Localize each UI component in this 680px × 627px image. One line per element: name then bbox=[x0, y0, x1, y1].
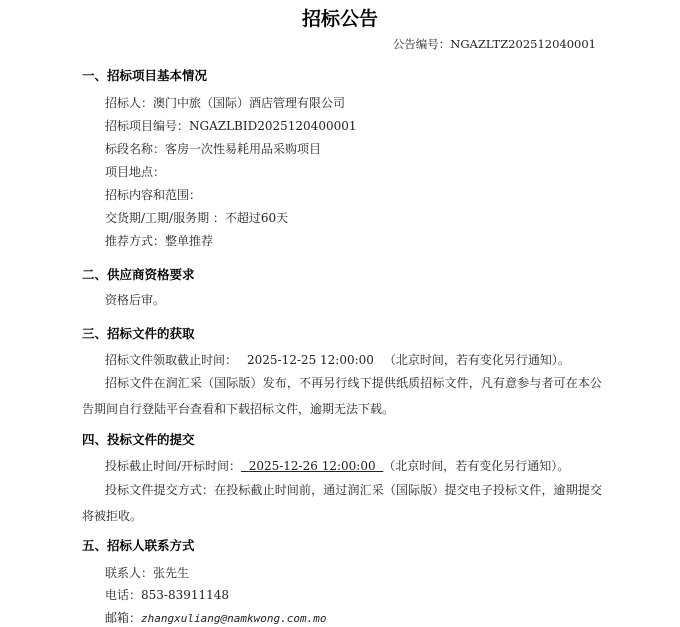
notice-number: 公告编号：NGAZLTZ202512040001 bbox=[392, 37, 596, 51]
doc-deadline-label: 招标文件领取截止时间： bbox=[105, 353, 238, 367]
lot-name-line: 标段名称：客房一次性易耗用品采购项目 bbox=[105, 142, 322, 156]
email-link[interactable]: zhangxuliang@namkwong.com.mo bbox=[141, 612, 327, 625]
bid-deadline-label: 投标截止时间/开标时间： bbox=[105, 459, 242, 473]
project-number-line: 招标项目编号：NGAZLBID2025120400001 bbox=[105, 119, 357, 133]
recommend-line: 推荐方式：整单推荐 bbox=[105, 234, 214, 248]
bid-deadline-line bbox=[105, 460, 569, 472]
doc-deadline-value: 2025-12-25 12:00:00 bbox=[247, 353, 374, 367]
bid-deadline-value: 2025-12-26 12:00:00 bbox=[248, 459, 376, 473]
section-2-heading: 二、供应商资格要求 bbox=[82, 267, 195, 282]
contact-person-line: 联系人：张先生 bbox=[105, 566, 190, 580]
section-4-heading: 四、投标文件的提交 bbox=[82, 432, 195, 447]
phone-line: 电话：853-83911148 bbox=[105, 588, 230, 602]
section-5-heading: 五、招标人联系方式 bbox=[82, 538, 195, 553]
delivery-line: 交货期/工期/服务期 ：不超过60天 bbox=[105, 211, 289, 225]
project-location-line: 项目地点： bbox=[105, 165, 166, 179]
email-label: 邮箱： bbox=[105, 611, 142, 625]
section-3-heading: 三、招标文件的获取 bbox=[82, 326, 195, 341]
email-line bbox=[105, 612, 326, 624]
bid-deadline-note: （北京时间，若有变化另行通知）。 bbox=[383, 459, 570, 473]
doc-deadline-line bbox=[105, 354, 570, 366]
doc-deadline-note: （北京时间，若有变化另行通知）。 bbox=[383, 353, 570, 367]
section-1-heading: 一、招标项目基本情况 bbox=[82, 68, 208, 83]
bid-submission-paragraph: 投标文件提交方式：在投标截止时间前，通过润汇采（国际版）提交电子投标文件，逾期提交将被拒收。 bbox=[82, 483, 602, 523]
tenderer-line: 招标人：澳门中旅（国际）酒店管理有限公司 bbox=[105, 96, 346, 110]
page-title: 招标公告 bbox=[301, 8, 378, 30]
scope-line: 招标内容和范围： bbox=[105, 188, 202, 202]
doc-acquisition-paragraph: 招标文件在润汇采（国际版）发布，不再另行线下提供纸质招标文件，凡有意参与者可在本公告期间自行登陆平台查看和下载招标文件，逾期无法下载。 bbox=[82, 376, 602, 416]
qualification-text: 资格后审。 bbox=[105, 293, 166, 307]
